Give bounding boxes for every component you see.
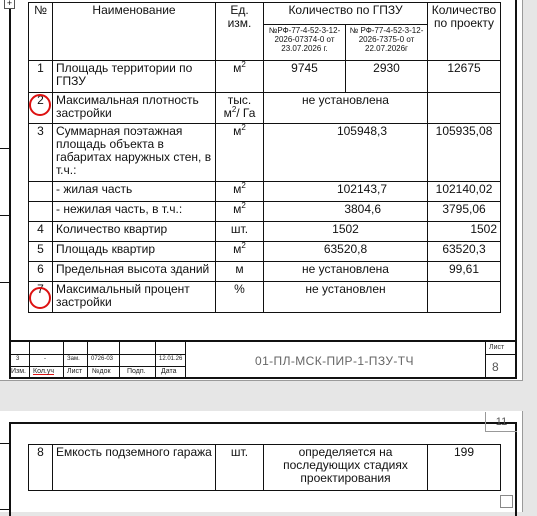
table-row xyxy=(29,93,501,124)
header-gpzu-1: №РФ-77-4-52-3-12-2026-07374-0 от 23.07.2026 г. xyxy=(264,25,346,61)
row-project: 1502 xyxy=(428,222,501,242)
row-unit: $м^2$ xyxy=(216,182,264,202)
row-gpzu: не установлена xyxy=(264,262,428,282)
row-project: 12675 xyxy=(428,61,501,93)
row-name: Максимальная плотность застройки xyxy=(53,93,216,124)
row-gpzu: не установлен xyxy=(264,282,428,313)
table-header-row xyxy=(29,3,501,25)
row-unit: % xyxy=(216,282,264,313)
row-unit: шт. xyxy=(216,445,264,491)
row-gpzu: 102143,7 xyxy=(264,182,428,202)
row-name: Суммарная поэтажная площадь объекта в габаритах наружных стен, в т.ч.: xyxy=(53,124,216,182)
header-qty-gpzu: Количество по ГПЗУ xyxy=(264,3,428,25)
annotation-circle xyxy=(29,287,51,309)
row-num: 1 xyxy=(29,61,53,93)
indicators-table xyxy=(28,2,501,313)
row-unit: м xyxy=(216,262,264,282)
table-row xyxy=(29,182,501,202)
binding-margin-line xyxy=(0,509,9,510)
row-unit: шт. xyxy=(216,222,264,242)
row-gpzu: 63520,8 xyxy=(264,242,428,262)
row-name: Предельная высота зданий xyxy=(53,262,216,282)
header-qty-project: Количество по проекту xyxy=(428,3,501,61)
stamp-doc: 0726-03 xyxy=(91,356,114,362)
row-project: 63520,3 xyxy=(428,242,501,262)
binding-margin-line xyxy=(0,215,9,216)
row-name: Площадь квартир xyxy=(53,242,216,262)
row-gpzu-1: 9745 xyxy=(264,61,346,93)
binding-margin-line xyxy=(0,282,9,283)
row-project: 102140,02 xyxy=(428,182,501,202)
annotation-circle xyxy=(29,94,51,116)
stamp-label-podp: Подп. xyxy=(127,368,146,375)
stamp-label-data: Дата xyxy=(161,368,177,375)
table-row xyxy=(29,262,501,282)
row-name: Площадь территории по ГПЗУ xyxy=(53,61,216,93)
row-name: Емкость подземного гаража xyxy=(53,445,216,491)
table-row xyxy=(29,282,501,313)
header-num: № xyxy=(29,3,53,61)
binding-margin-line xyxy=(0,443,9,444)
row-unit: $м^2$ xyxy=(216,61,264,93)
row-project: 199 xyxy=(428,445,501,491)
row-unit: $м^2$ xyxy=(216,242,264,262)
row-num xyxy=(29,182,53,202)
header-gpzu-2: № РФ-77-4-52-3-12-2026-7375-0 от 22.07.2026г xyxy=(346,25,428,61)
row-num: 7 xyxy=(29,282,53,313)
title-block xyxy=(9,340,517,379)
row-gpzu-2: 2930 xyxy=(346,61,428,93)
header-name: Наименование xyxy=(53,3,216,61)
table-row xyxy=(29,222,501,242)
row-gpzu: 105948,3 xyxy=(264,124,428,182)
stamp-change-num: 3 xyxy=(16,356,20,362)
row-num: 4 xyxy=(29,222,53,242)
header-unit: Ед. изм. xyxy=(216,3,264,61)
stamp-sheet: Зам. xyxy=(67,356,80,362)
row-project: 99,61 xyxy=(428,262,501,282)
table-move-handle[interactable]: + xyxy=(4,0,15,9)
row-project xyxy=(428,282,501,313)
row-name: Максимальный процент застройки xyxy=(53,282,216,313)
row-project: 3795,06 xyxy=(428,202,501,222)
row-unit: $м^2$ xyxy=(216,202,264,222)
row-gpzu: 1502 xyxy=(264,222,428,242)
row-num xyxy=(29,202,53,222)
row-unit: тыс. $м^2/$ Га xyxy=(216,93,264,124)
row-gpzu: не установлена xyxy=(264,93,428,124)
table-row xyxy=(29,242,501,262)
page-number-badge: 11 xyxy=(485,412,517,432)
row-num: 6 xyxy=(29,262,53,282)
stamp-label-kol: Кол.уч xyxy=(33,368,54,375)
row-gpzu: определяется на последующих стадиях проектирования xyxy=(264,445,428,491)
row-project: 105935,08 xyxy=(428,124,501,182)
row-num: 8 xyxy=(29,445,53,491)
table-row xyxy=(29,445,501,491)
table-row xyxy=(29,124,501,182)
table-row xyxy=(29,61,501,93)
row-project xyxy=(428,93,501,124)
binding-margin-line xyxy=(0,148,9,149)
row-num: 5 xyxy=(29,242,53,262)
row-name: - нежилая часть, в т.ч.: xyxy=(53,202,216,222)
indicators-table-continued xyxy=(28,444,501,491)
sheet-label: Лист xyxy=(489,344,505,351)
stamp-date: 12.01.26 xyxy=(159,356,183,362)
stamp-qty: - xyxy=(44,356,46,362)
document-code: 01-ПЛ-МСК-ПИР-1-ПЗУ-ТЧ xyxy=(255,354,414,368)
row-name: Количество квартир xyxy=(53,222,216,242)
stamp-label-ndok: №док xyxy=(92,368,111,375)
row-name: - жилая часть xyxy=(53,182,216,202)
row-num: 2 xyxy=(29,93,53,124)
row-num: 3 xyxy=(29,124,53,182)
stamp-label-izm: Изм. xyxy=(11,368,26,375)
stamp-label-list: Лист xyxy=(67,368,83,375)
sheet-number: 8 xyxy=(492,360,499,374)
row-unit: $м^2$ xyxy=(216,124,264,182)
resize-handle[interactable] xyxy=(500,495,513,508)
table-row xyxy=(29,202,501,222)
row-gpzu: 3804,6 xyxy=(264,202,428,222)
